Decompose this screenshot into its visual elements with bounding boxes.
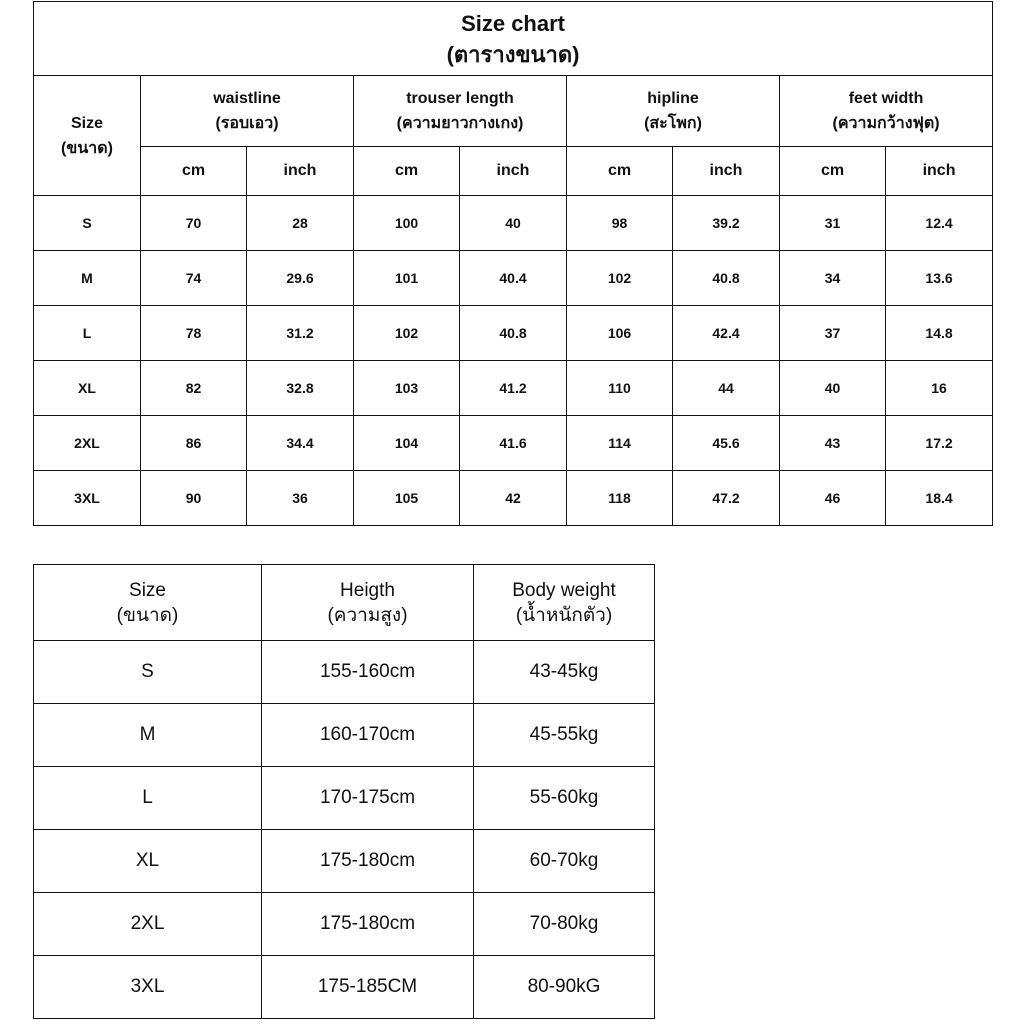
size-cell: 2XL xyxy=(34,893,262,956)
trouser-length-header: trouser length (ความยาวกางเกง) xyxy=(354,76,567,147)
value-cell: 101 xyxy=(354,251,460,306)
size-chart-body xyxy=(34,196,993,526)
value-cell: 105 xyxy=(354,471,460,526)
height-cell: 175-180cm xyxy=(262,893,474,956)
value-cell: 14.8 xyxy=(886,306,993,361)
size-cell: M xyxy=(34,251,141,306)
table-row xyxy=(34,893,655,956)
size-column-header: Size (ขนาด) xyxy=(34,76,141,196)
value-cell: 104 xyxy=(354,416,460,471)
table-row xyxy=(34,361,993,416)
waistline-header: waistline (รอบเอว) xyxy=(141,76,354,147)
value-cell: 42 xyxy=(460,471,567,526)
value-cell: 74 xyxy=(141,251,247,306)
value-cell: 31.2 xyxy=(247,306,354,361)
weight-cell: 45-55kg xyxy=(474,704,655,767)
value-cell: 41.2 xyxy=(460,361,567,416)
size-chart-title xyxy=(34,2,993,76)
weight-cell: 70-80kg xyxy=(474,893,655,956)
table-row xyxy=(34,767,655,830)
value-cell: 70 xyxy=(141,196,247,251)
size-cell: XL xyxy=(34,361,141,416)
value-cell: 29.6 xyxy=(247,251,354,306)
value-cell: 31 xyxy=(780,196,886,251)
value-cell: 100 xyxy=(354,196,460,251)
table-row xyxy=(34,956,655,1019)
value-cell: 28 xyxy=(247,196,354,251)
value-cell: 34.4 xyxy=(247,416,354,471)
size-cell: S xyxy=(34,641,262,704)
value-cell: 12.4 xyxy=(886,196,993,251)
height-cell: 175-180cm xyxy=(262,830,474,893)
value-cell: 47.2 xyxy=(673,471,780,526)
value-cell: 102 xyxy=(567,251,673,306)
table-row xyxy=(34,471,993,526)
weight-cell: 43-45kg xyxy=(474,641,655,704)
value-cell: 102 xyxy=(354,306,460,361)
unit-header: inch xyxy=(673,147,780,196)
height-cell: 170-175cm xyxy=(262,767,474,830)
size-chart-table xyxy=(33,1,993,526)
table-row xyxy=(34,704,655,767)
value-cell: 106 xyxy=(567,306,673,361)
size-cell: L xyxy=(34,767,262,830)
value-cell: 40.8 xyxy=(673,251,780,306)
value-cell: 41.6 xyxy=(460,416,567,471)
value-cell: 78 xyxy=(141,306,247,361)
value-cell: 114 xyxy=(567,416,673,471)
size-cell: 3XL xyxy=(34,956,262,1019)
height-cell: 160-170cm xyxy=(262,704,474,767)
size-cell: M xyxy=(34,704,262,767)
table-row xyxy=(34,251,993,306)
value-cell: 86 xyxy=(141,416,247,471)
unit-header: cm xyxy=(780,147,886,196)
value-cell: 17.2 xyxy=(886,416,993,471)
weight-cell: 55-60kg xyxy=(474,767,655,830)
value-cell: 39.2 xyxy=(673,196,780,251)
value-cell: 18.4 xyxy=(886,471,993,526)
value-cell: 110 xyxy=(567,361,673,416)
fit-guide-table xyxy=(33,564,655,1019)
value-cell: 46 xyxy=(780,471,886,526)
value-cell: 40.8 xyxy=(460,306,567,361)
size-cell: XL xyxy=(34,830,262,893)
unit-header: cm xyxy=(567,147,673,196)
unit-header: cm xyxy=(141,147,247,196)
value-cell: 45.6 xyxy=(673,416,780,471)
value-cell: 40 xyxy=(780,361,886,416)
height-cell: 155-160cm xyxy=(262,641,474,704)
value-cell: 43 xyxy=(780,416,886,471)
size-cell: S xyxy=(34,196,141,251)
table-row xyxy=(34,830,655,893)
title-th: (ตารางขนาด) xyxy=(446,41,580,67)
value-cell: 34 xyxy=(780,251,886,306)
value-cell: 37 xyxy=(780,306,886,361)
table-row xyxy=(34,416,993,471)
height-cell: 175-185CM xyxy=(262,956,474,1019)
value-cell: 82 xyxy=(141,361,247,416)
value-cell: 13.6 xyxy=(886,251,993,306)
value-cell: 36 xyxy=(247,471,354,526)
table-row xyxy=(34,306,993,361)
fit-size-header: Size (ขนาด) xyxy=(34,565,262,641)
unit-header: inch xyxy=(460,147,567,196)
size-cell: L xyxy=(34,306,141,361)
value-cell: 32.8 xyxy=(247,361,354,416)
value-cell: 40 xyxy=(460,196,567,251)
fit-height-header: Heigth (ความสูง) xyxy=(262,565,474,641)
hipline-header: hipline (สะโพก) xyxy=(567,76,780,147)
value-cell: 98 xyxy=(567,196,673,251)
unit-header: inch xyxy=(247,147,354,196)
value-cell: 42.4 xyxy=(673,306,780,361)
fit-guide-body xyxy=(34,641,655,1019)
feet-width-header: feet width (ความกว้างฟุต) xyxy=(780,76,993,147)
size-cell: 3XL xyxy=(34,471,141,526)
value-cell: 103 xyxy=(354,361,460,416)
value-cell: 118 xyxy=(567,471,673,526)
value-cell: 44 xyxy=(673,361,780,416)
weight-cell: 80-90kG xyxy=(474,956,655,1019)
unit-header: inch xyxy=(886,147,993,196)
value-cell: 90 xyxy=(141,471,247,526)
weight-cell: 60-70kg xyxy=(474,830,655,893)
table-row xyxy=(34,196,993,251)
size-cell: 2XL xyxy=(34,416,141,471)
title-en: Size chart xyxy=(461,10,565,36)
unit-header: cm xyxy=(354,147,460,196)
fit-weight-header: Body weight (น้ำหนักตัว) xyxy=(474,565,655,641)
table-row xyxy=(34,641,655,704)
value-cell: 16 xyxy=(886,361,993,416)
value-cell: 40.4 xyxy=(460,251,567,306)
